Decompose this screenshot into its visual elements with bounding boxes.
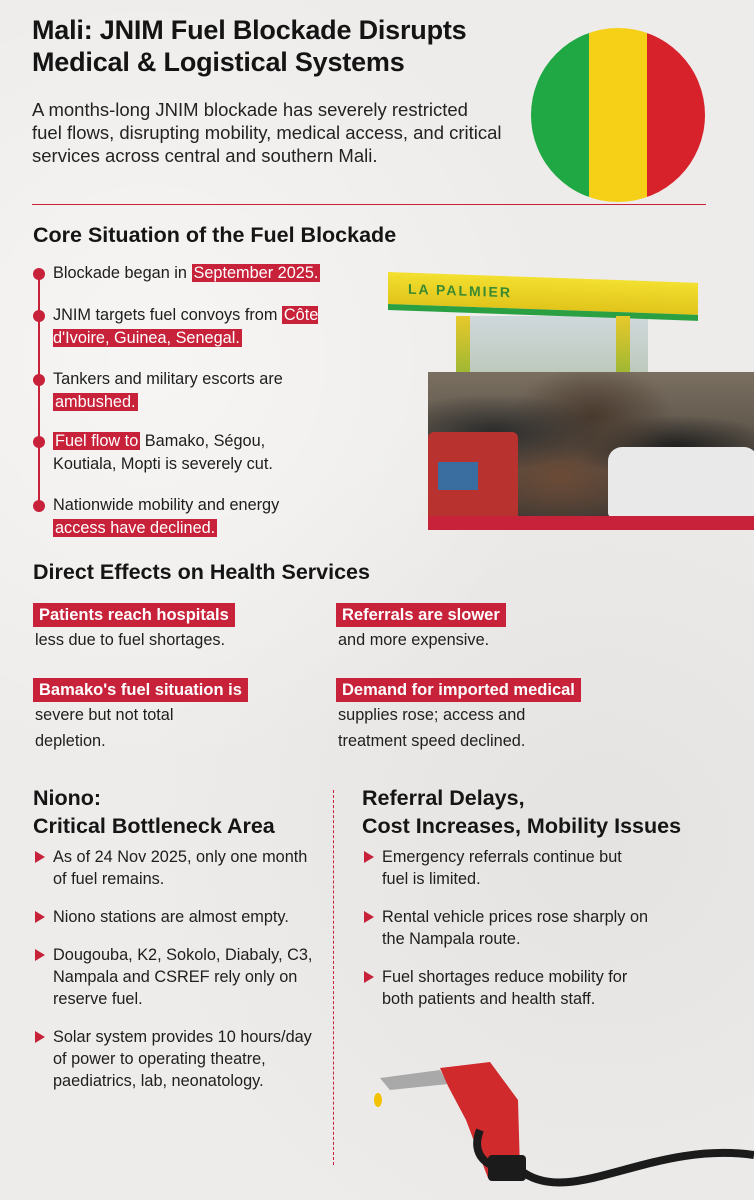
core-item-text: Tankers and military escorts are <box>53 370 283 388</box>
bullet-dot-icon <box>33 436 45 448</box>
referral-item <box>362 966 652 1010</box>
core-item-highlight: September 2025. <box>193 264 319 282</box>
arrow-right-icon <box>35 851 45 863</box>
core-heading: Core Situation of the Fuel Blockade <box>33 223 397 247</box>
bullet-dot-icon <box>33 500 45 512</box>
core-item-highlight: ambushed. <box>55 393 136 411</box>
niono-list <box>33 846 313 1092</box>
niono-heading <box>33 784 275 840</box>
bullet-dot-icon <box>33 374 45 386</box>
health-effect <box>33 603 363 653</box>
effect-body: severe but not total depletion. <box>35 706 174 750</box>
bullet-dot-icon <box>33 310 45 322</box>
effect-tag: Patients reach hospitals <box>33 603 235 627</box>
health-effect <box>33 678 242 754</box>
arrow-right-icon <box>35 911 45 923</box>
effect-body: and more expensive. <box>338 631 490 649</box>
bullet-dot-icon <box>33 268 45 280</box>
effect-body: less due to fuel shortages. <box>35 631 226 649</box>
referral-heading <box>362 784 681 840</box>
station-canopy <box>388 272 698 321</box>
arrow-right-icon <box>364 851 374 863</box>
niono-heading-line: Critical Bottleneck Area <box>33 814 275 838</box>
core-item-text: Blockade began in <box>53 264 192 282</box>
car <box>608 447 754 517</box>
referral-item-text: Fuel shortages reduce mobility for both patients and health staff. <box>382 968 628 1008</box>
fuel-nozzle-icon <box>370 1060 754 1200</box>
referral-list <box>362 846 652 1010</box>
niono-item <box>33 944 313 1010</box>
column-divider <box>333 790 334 1165</box>
core-item <box>33 304 333 350</box>
photo-accent-bar <box>428 516 754 530</box>
niono-item <box>33 1026 313 1092</box>
arrow-right-icon <box>35 949 45 961</box>
page-title: Mali: JNIM Fuel Blockade Disrupts Medical & Logistical Systems <box>32 15 467 77</box>
fuel-station-photo <box>388 272 754 530</box>
canopy-text: LA PALMIER <box>408 280 512 301</box>
mali-flag-icon <box>531 28 705 202</box>
core-item-text: JNIM targets fuel convoys from <box>53 306 282 324</box>
effect-tag: Demand for imported medical <box>336 678 581 702</box>
niono-item-text: Dougouba, K2, Sokolo, Diabaly, C3, Nampala and CSREF rely only on reserve fuel. <box>53 946 313 1008</box>
core-item-text: Bamako, Ségou, Koutiala, Mopti is severely cut. <box>53 432 273 473</box>
core-item <box>33 430 333 476</box>
arrow-right-icon <box>35 1031 45 1043</box>
core-item-highlight: Fuel flow to <box>55 432 139 450</box>
niono-item-text: Solar system provides 10 hours/day of power to operating theatre, paediatrics, lab, neonatology. <box>53 1028 312 1090</box>
effect-tag: Referrals are slower <box>336 603 506 627</box>
referral-heading-line: Cost Increases, Mobility Issues <box>362 814 682 838</box>
niono-item <box>33 846 313 890</box>
effect-tag: Bamako's fuel situation is <box>33 678 248 702</box>
core-item-text: Nationwide mobility and energy <box>53 496 280 514</box>
health-effect <box>336 678 636 754</box>
niono-heading-line: Niono: <box>33 786 102 810</box>
core-item-highlight: Côte d'Ivoire, Guinea, Senegal. <box>53 306 319 347</box>
referral-heading-line: Referral Delays, <box>362 786 525 810</box>
arrow-right-icon <box>364 911 374 923</box>
referral-item <box>362 846 652 890</box>
niono-item-text: Niono stations are almost empty. <box>53 908 289 926</box>
effect-body: supplies rose; access and treatment speed declined. <box>338 706 526 750</box>
referral-item <box>362 906 652 950</box>
niono-item <box>33 906 313 928</box>
arrow-right-icon <box>364 971 374 983</box>
header-divider <box>32 204 706 205</box>
page-subtitle: A months-long JNIM blockade has severely restricted fuel flows, disrupting mobility, medical access, and critical services across central and southern Mali. <box>32 99 502 166</box>
tuktuk-window <box>438 462 478 490</box>
core-item <box>33 262 320 285</box>
core-item <box>33 368 333 414</box>
referral-item-text: Emergency referrals continue but fuel is limited. <box>382 848 622 888</box>
core-item <box>33 494 333 540</box>
core-item-highlight: access have declined. <box>55 519 216 537</box>
referral-item-text: Rental vehicle prices rose sharply on the Nampala route. <box>382 908 649 948</box>
niono-item-text: As of 24 Nov 2025, only one month of fuel remains. <box>53 848 308 888</box>
health-effect <box>336 603 666 653</box>
health-heading: Direct Effects on Health Services <box>33 560 370 584</box>
